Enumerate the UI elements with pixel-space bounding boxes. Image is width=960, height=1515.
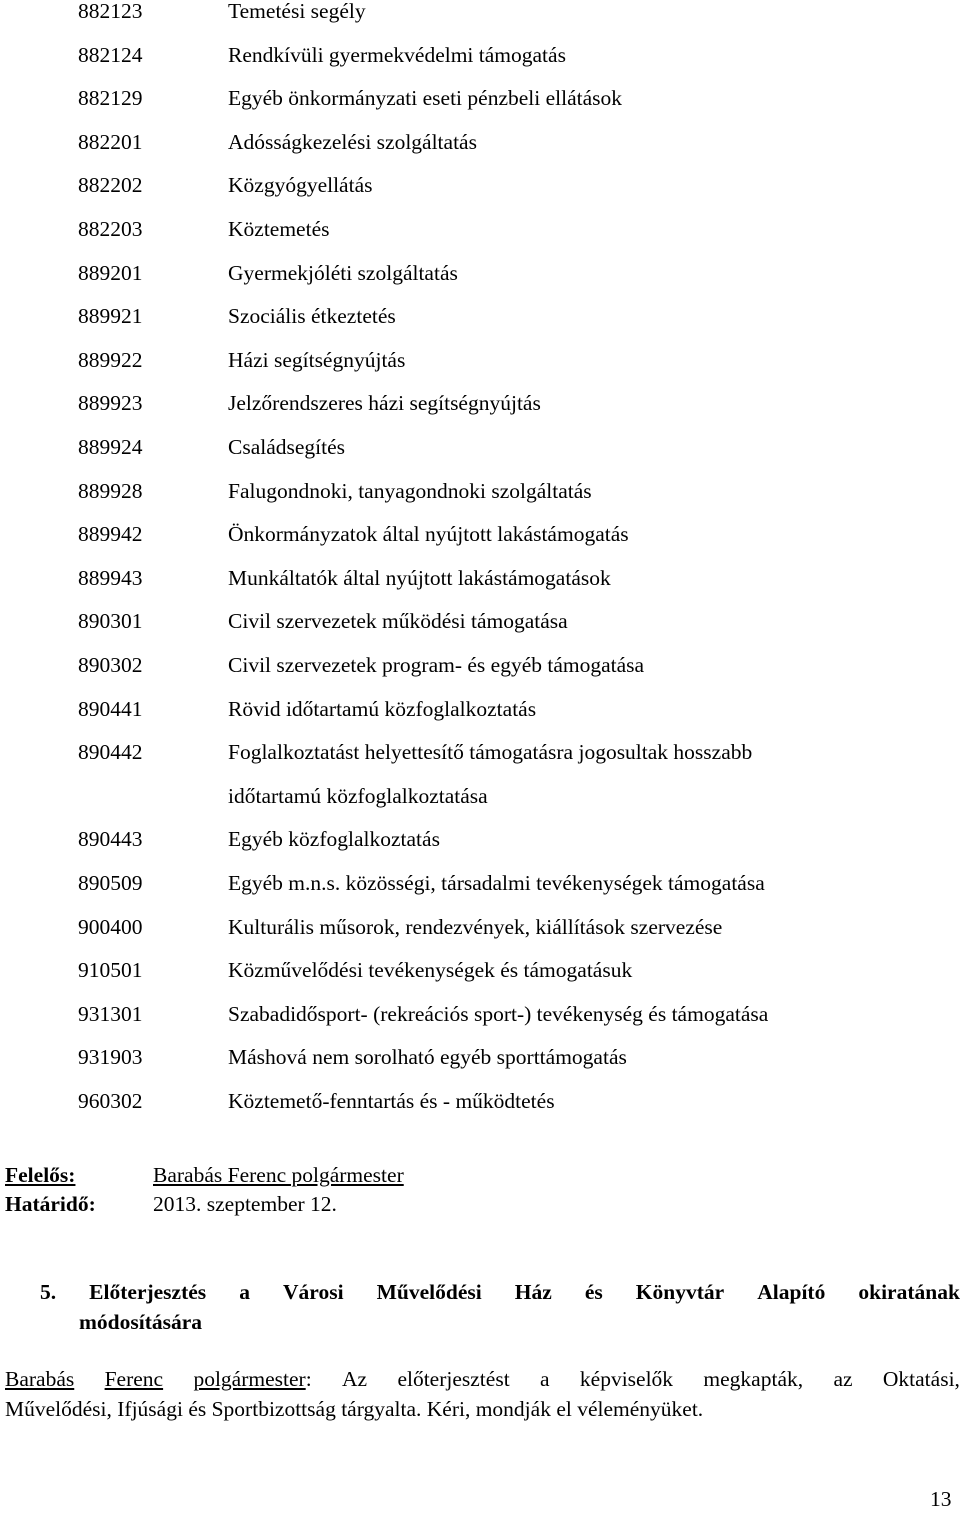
code-row	[0, 40, 960, 70]
code-row	[0, 170, 960, 200]
code-row	[0, 301, 960, 331]
deadline-value: 2013. szeptember 12.	[153, 1192, 337, 1216]
deadline-row	[0, 1189, 960, 1219]
section-title-word: és	[584, 1280, 603, 1304]
activity-description: Egyéb közfoglalkoztatás	[228, 827, 440, 852]
activity-code: 889943	[78, 565, 143, 590]
activity-code: 882123	[78, 0, 143, 23]
activity-description: Foglalkoztatást helyettesítő támogatásra jogosultak hosszabb	[228, 740, 753, 765]
section-title-word: Könyvtár	[635, 1280, 725, 1304]
activity-code: 960302	[78, 1089, 143, 1113]
activity-description: Temetési segély	[228, 0, 366, 23]
activity-description: Egyéb önkormányzati eseti pénzbeli ellátások	[228, 86, 623, 111]
activity-description: Szociális étkeztetés	[228, 304, 396, 329]
speech-word: Oktatási,	[882, 1367, 960, 1391]
activity-code: 882203	[78, 217, 143, 241]
code-row	[0, 519, 960, 549]
code-row	[0, 650, 960, 680]
activity-code: 889922	[78, 347, 143, 372]
code-row	[0, 258, 960, 288]
activity-code: 889923	[78, 391, 143, 416]
activity-description: Gyermekjóléti szolgáltatás	[228, 260, 458, 285]
activity-code: 882202	[78, 173, 143, 198]
speech-word: Az	[342, 1367, 368, 1391]
activity-description: Közgyógyellátás	[228, 173, 373, 198]
activity-code: 931301	[78, 1001, 143, 1026]
section-title-word: Városi	[283, 1280, 344, 1304]
speaker-colon: :	[305, 1367, 312, 1391]
section-title-word: Művelődési	[376, 1280, 482, 1304]
activity-code: 882124	[78, 42, 143, 67]
activity-description: Családsegítés	[228, 435, 346, 459]
code-row-continuation	[0, 781, 960, 811]
code-row	[0, 127, 960, 157]
activity-description: Önkormányzatok által nyújtott lakástámogatás	[228, 522, 629, 547]
section-title-word: Előterjesztés	[89, 1280, 207, 1304]
code-row	[0, 912, 960, 942]
speaker-name-word: Barabás	[5, 1367, 75, 1391]
code-row	[0, 0, 960, 26]
section-title-word: Alapító	[757, 1280, 826, 1304]
deadline-label: Határidő:	[5, 1192, 96, 1216]
activity-code: 889201	[78, 260, 143, 285]
activity-code: 890443	[78, 827, 143, 852]
speech-word: megkapták,	[703, 1367, 804, 1391]
speech-word: az	[833, 1367, 853, 1391]
activity-code: 882129	[78, 86, 143, 111]
section-heading-line-1	[40, 1277, 960, 1307]
activity-code: 890509	[78, 871, 143, 895]
activity-code: 900400	[78, 914, 143, 939]
activity-code: 889942	[78, 522, 143, 547]
code-row	[0, 476, 960, 506]
code-row	[0, 563, 960, 593]
responsible-label: Felelős:	[5, 1163, 76, 1187]
section-heading-line-2: módosítására	[79, 1310, 203, 1334]
activity-description: Egyéb m.n.s. közösségi, társadalmi tevékenységek támogatása	[228, 871, 765, 895]
responsible-value: Barabás Ferenc polgármester	[153, 1163, 404, 1187]
activity-code: 931903	[78, 1045, 143, 1070]
speaker-name-word: Ferenc	[104, 1367, 164, 1391]
code-row	[0, 214, 960, 244]
code-row	[0, 999, 960, 1029]
section-title-word: a	[239, 1280, 250, 1304]
responsible-row	[0, 1160, 960, 1190]
code-row	[0, 868, 960, 898]
code-row	[0, 824, 960, 854]
speech-line-2: Művelődési, Ifjúsági és Sportbizottság tárgyalta. Kéri, mondják el véleményüket.	[5, 1397, 704, 1421]
speaker-name-word: polgármester	[193, 1367, 306, 1391]
activity-description: Máshová nem sorolható egyéb sporttámogatás	[228, 1045, 627, 1070]
activity-description: Közművelődési tevékenységek és támogatásuk	[228, 958, 633, 983]
code-row	[0, 83, 960, 113]
activity-description: Házi segítségnyújtás	[228, 347, 406, 372]
section-title-word: okiratának	[858, 1280, 960, 1304]
section-number: 5.	[40, 1280, 57, 1304]
code-row	[0, 955, 960, 985]
activity-description: Civil szervezetek program- és egyéb támogatása	[228, 653, 645, 677]
activity-description: Falugondnoki, tanyagondnoki szolgáltatás	[228, 478, 592, 503]
activity-description: Munkáltatók által nyújtott lakástámogatások	[228, 565, 611, 590]
code-row	[0, 388, 960, 418]
code-row	[0, 432, 960, 462]
code-row	[0, 1042, 960, 1072]
activity-description: Civil szervezetek működési támogatása	[228, 609, 568, 634]
section-title-word: Ház	[514, 1280, 552, 1304]
code-row	[0, 737, 960, 767]
activity-description: Rövid időtartamú közfoglalkoztatás	[228, 696, 537, 721]
code-row	[0, 345, 960, 375]
section-heading	[40, 1277, 960, 1337]
activity-description: Szabadidősport- (rekreációs sport-) tevékenység és támogatása	[228, 1001, 769, 1026]
activity-description-continuation: időtartamú közfoglalkoztatása	[228, 783, 488, 808]
activity-description: Kulturális műsorok, rendezvények, kiállítások szervezése	[228, 914, 723, 939]
activity-code: 889928	[78, 478, 143, 503]
activity-code: 889924	[78, 435, 143, 459]
code-row	[0, 606, 960, 636]
activity-code: 882201	[78, 129, 143, 154]
activity-description: Adósságkezelési szolgáltatás	[228, 129, 477, 154]
speech-word: előterjesztést	[397, 1367, 510, 1391]
activity-description: Köztemető-fenntartás és - működtetés	[228, 1089, 555, 1113]
page-number: 13	[930, 1487, 952, 1511]
speech-line-1	[5, 1364, 960, 1394]
speech-word: a	[540, 1367, 550, 1391]
activity-description: Köztemetés	[228, 217, 330, 241]
activity-description: Rendkívüli gyermekvédelmi támogatás	[228, 42, 566, 67]
speech-paragraph	[5, 1364, 960, 1424]
activity-code: 890302	[78, 653, 143, 677]
code-row	[0, 1086, 960, 1116]
activity-code: 910501	[78, 958, 143, 983]
activity-code: 890301	[78, 609, 143, 634]
speech-word: képviselők	[579, 1367, 674, 1391]
speaker-name-last	[193, 1364, 311, 1394]
code-row	[0, 694, 960, 724]
activity-code: 889921	[78, 304, 143, 329]
activity-code: 890441	[78, 696, 143, 721]
activity-code: 890442	[78, 740, 143, 765]
activity-description: Jelzőrendszeres házi segítségnyújtás	[228, 391, 541, 416]
